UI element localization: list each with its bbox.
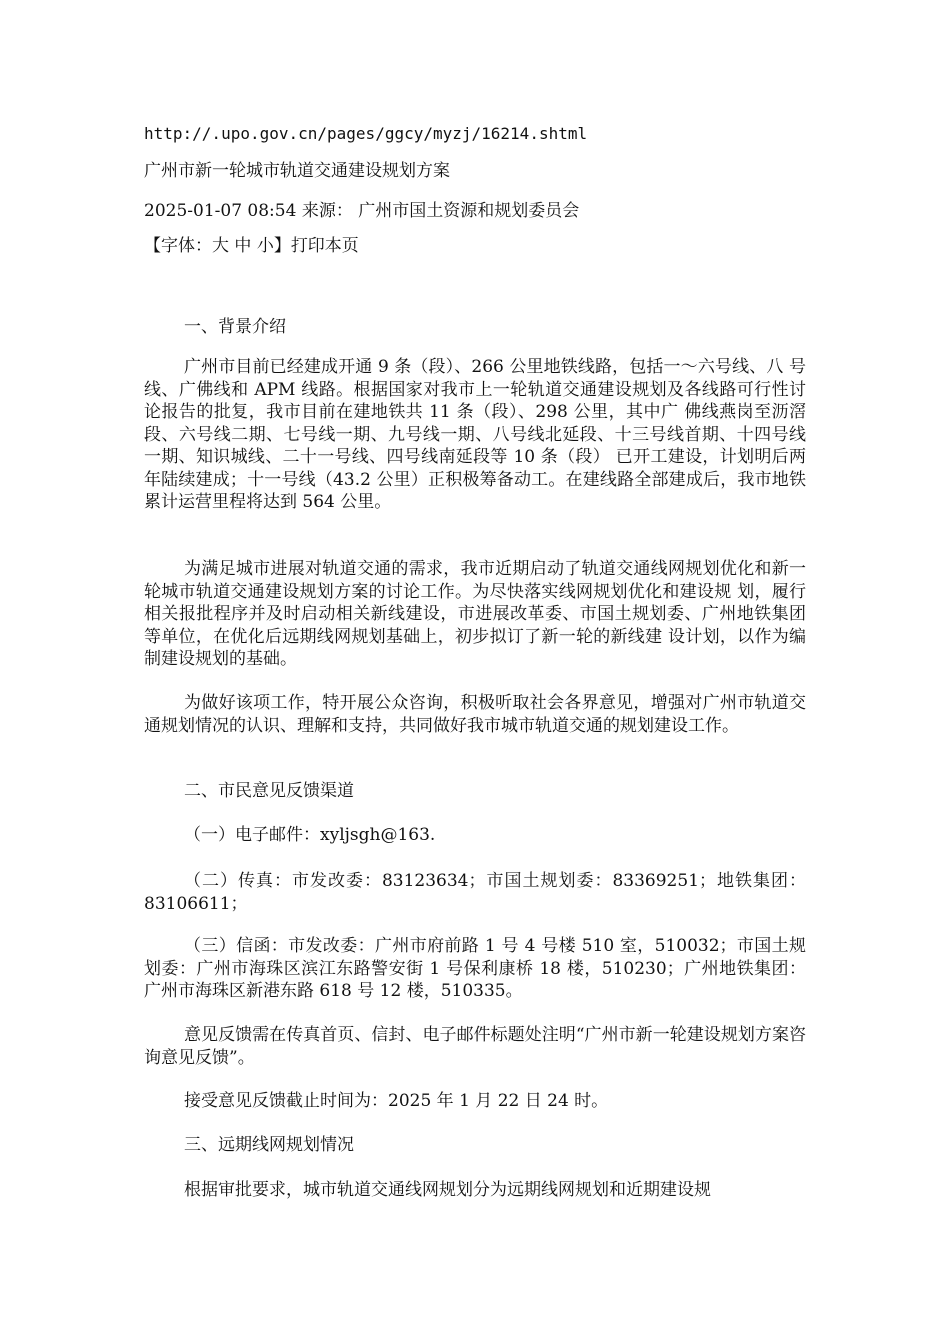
- source-url: http://.upo.gov.cn/pages/ggcy/myzj/16214.shtml: [144, 124, 588, 143]
- paragraph-feedback-note: 意见反馈需在传真首页、信封、电子邮件标题处注明“广州市新一轮建设规划方案咨询意见反馈”。: [144, 1025, 806, 1068]
- paragraph-deadline: 接受意见反馈截止时间为：2025 年 1 月 22 日 24 时。: [184, 1091, 609, 1111]
- source-label: 来源：: [301, 201, 353, 221]
- font-size-small-link[interactable]: 小: [256, 236, 274, 256]
- paragraph-approval-requirements: 根据审批要求，城市轨道交通线网规划分为远期线网规划和近期建设规: [184, 1180, 711, 1200]
- article-title: 广州市新一轮城市轨道交通建设规划方案: [144, 161, 450, 181]
- paragraph-public-consultation: 为做好该项工作，特开展公众咨询，积极听取社会各界意见，增强对广州市轨道交通规划情况的认识、理解和支持，共同做好我市城市轨道交通的规划建设工作。: [144, 693, 806, 736]
- paragraph-email-channel: （一）电子邮件：xyljsgh@163.: [184, 825, 436, 845]
- print-page-link[interactable]: 打印本页: [290, 236, 359, 256]
- source-name: 广州市国土资源和规划委员会: [358, 201, 580, 221]
- paragraph-background-status: 广州市目前已经建成开通 9 条（段）、266 公里地铁线路，包括一～六号线、八 号线、广佛线和 APM 线路。根据国家对我市上一轮轨道交通建设规划及各线路可行性讨论报告的批复，我市目前在建地铁共 11 条（段）、298 公里，其中广 佛线燕岗至沥滘段、六号线二期、七号线一期、九号线一期、八号线北延段、十三号线首期、十四号线一期、知识城线、二十一号线、四号线南延段等 10 条（段） 已开工建设，计划明后两年陆续建成；十一号线（43.2 公里）正积极筹备动工。在建线路全部建成后，我市地铁累计运营里程将达到 564 公里。: [144, 357, 806, 512]
- article-meta: [144, 199, 824, 223]
- font-size-large-link[interactable]: 大: [212, 236, 229, 256]
- section-heading-feedback-channels: 二、市民意见反馈渠道: [184, 781, 354, 801]
- article-tools: [144, 234, 824, 258]
- publish-datetime: 2025-01-07 08:54: [144, 201, 297, 221]
- section-heading-long-term-plan: 三、远期线网规划情况: [184, 1135, 354, 1155]
- font-size-medium-link[interactable]: 中: [234, 236, 252, 256]
- font-size-close: 】: [273, 236, 291, 256]
- paragraph-mail-channel: （三）信函：市发改委：广州市府前路 1 号 4 号楼 510 室，510032；市国土规划委：广州市海珠区滨江东路警安街 1 号保利康桥 18 楼，510230；广州地铁集团：广州市海珠区新港东路 618 号 12 楼，510335。: [144, 936, 806, 1001]
- paragraph-fax-channel: （二）传真：市发改委：83123634；市国土规划委：83369251；地铁集团：83106611；: [144, 871, 806, 914]
- paragraph-planning-purpose: 为满足城市进展对轨道交通的需求，我市近期启动了轨道交通线网规划优化和新一轮城市轨道交通建设规划方案的讨论工作。为尽快落实线网规划优化和建设规 划，履行相关报批程序并及时启动相关新线建设，市进展改革委、市国土规划委、广州地铁集团等单位，在优化后远期线网规划基础上，初步拟订了新一轮的新线建 设计划，以作为编制建设规划的基础。: [144, 559, 806, 669]
- font-size-label: 【字体：: [144, 236, 212, 256]
- section-heading-background: 一、背景介绍: [184, 317, 286, 337]
